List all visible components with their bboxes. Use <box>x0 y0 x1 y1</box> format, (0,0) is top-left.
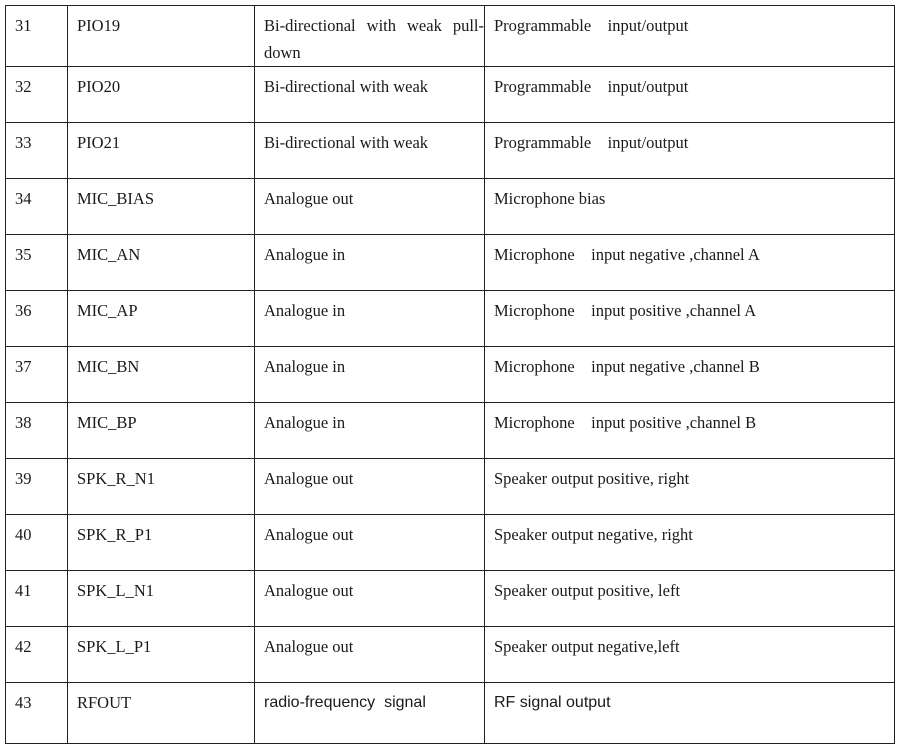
pin-name: PIO19 <box>68 6 255 67</box>
pin-type: Analogue out <box>255 179 485 235</box>
pin-number: 43 <box>6 683 68 744</box>
pin-number: 32 <box>6 67 68 123</box>
pin-description: Microphone input negative ,channel B <box>485 347 895 403</box>
pin-type: Bi-directional with weak <box>255 123 485 179</box>
pin-description: Speaker output positive, left <box>485 571 895 627</box>
pin-number: 42 <box>6 627 68 683</box>
pin-name: SPK_R_N1 <box>68 459 255 515</box>
table-row <box>6 459 895 515</box>
pin-description: Microphone input negative ,channel A <box>485 235 895 291</box>
table-row <box>6 571 895 627</box>
pin-type: Analogue out <box>255 459 485 515</box>
table-row <box>6 179 895 235</box>
pin-number: 38 <box>6 403 68 459</box>
table-row <box>6 403 895 459</box>
pin-name: SPK_R_P1 <box>68 515 255 571</box>
pin-type: radio-frequency signal <box>255 683 485 744</box>
table-row <box>6 683 895 744</box>
pin-description: Programmable input/output <box>485 67 895 123</box>
pin-description: Programmable input/output <box>485 6 895 67</box>
pin-description: Speaker output negative,left <box>485 627 895 683</box>
pin-number: 36 <box>6 291 68 347</box>
pin-number: 41 <box>6 571 68 627</box>
pin-description: Microphone input positive ,channel B <box>485 403 895 459</box>
table-row <box>6 123 895 179</box>
pin-type: Analogue out <box>255 515 485 571</box>
pin-number: 37 <box>6 347 68 403</box>
pin-description: RF signal output <box>485 683 895 744</box>
pin-name: SPK_L_P1 <box>68 627 255 683</box>
pin-type: Analogue in <box>255 291 485 347</box>
pin-description: Programmable input/output <box>485 123 895 179</box>
pin-type: Analogue out <box>255 571 485 627</box>
pin-name: SPK_L_N1 <box>68 571 255 627</box>
pin-type: Analogue out <box>255 627 485 683</box>
table-row <box>6 347 895 403</box>
pin-name: MIC_BN <box>68 347 255 403</box>
pin-number: 39 <box>6 459 68 515</box>
pin-description: Microphone input positive ,channel A <box>485 291 895 347</box>
pin-name: MIC_BIAS <box>68 179 255 235</box>
pin-name: PIO20 <box>68 67 255 123</box>
table-row <box>6 515 895 571</box>
table-row <box>6 627 895 683</box>
pin-type: Bi-directional with weak pull-down <box>255 6 485 67</box>
table-row <box>6 291 895 347</box>
pin-number: 40 <box>6 515 68 571</box>
pin-type: Analogue in <box>255 403 485 459</box>
pin-number: 34 <box>6 179 68 235</box>
pin-number: 33 <box>6 123 68 179</box>
table-row <box>6 67 895 123</box>
pin-description: Speaker output negative, right <box>485 515 895 571</box>
pin-name: MIC_AP <box>68 291 255 347</box>
pin-description: Speaker output positive, right <box>485 459 895 515</box>
pin-name: PIO21 <box>68 123 255 179</box>
pin-table <box>5 5 895 744</box>
pin-description: Microphone bias <box>485 179 895 235</box>
pin-name: MIC_BP <box>68 403 255 459</box>
pin-name: MIC_AN <box>68 235 255 291</box>
pin-number: 31 <box>6 6 68 67</box>
pin-number: 35 <box>6 235 68 291</box>
pin-name: RFOUT <box>68 683 255 744</box>
pin-type: Analogue in <box>255 235 485 291</box>
table-row <box>6 6 895 67</box>
pin-type: Bi-directional with weak <box>255 67 485 123</box>
table-row <box>6 235 895 291</box>
pin-type: Analogue in <box>255 347 485 403</box>
